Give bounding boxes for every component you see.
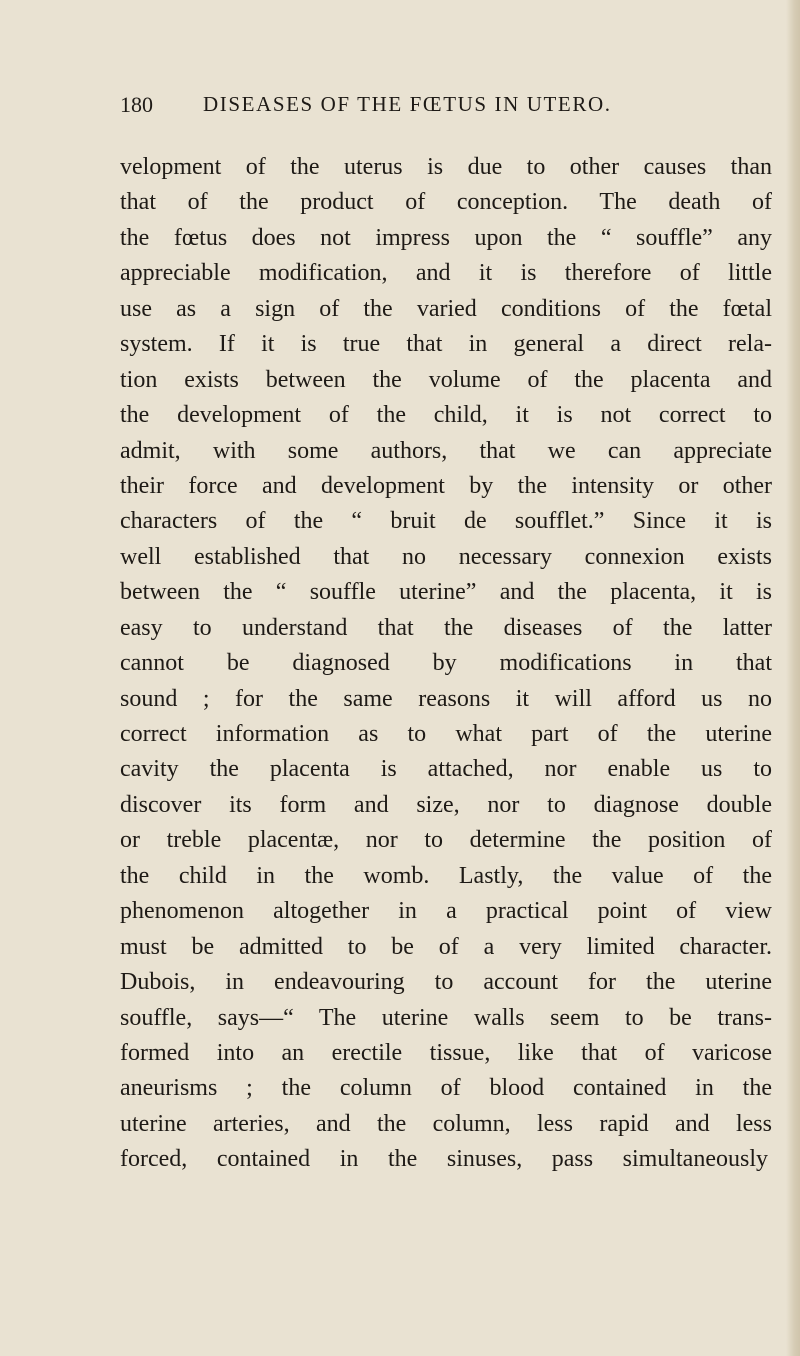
text-line: use as a sign of the varied conditions of the fœtal: [120, 295, 772, 322]
text-line: admit, with some authors, that we can appreciate: [120, 437, 772, 464]
text-line: correct information as to what part of the uterine: [120, 721, 772, 747]
running-title: DISEASES OF THE FŒTUS IN UTERO.: [203, 92, 612, 116]
text-line: appreciable modification, and it is therefore of little: [120, 260, 772, 287]
text-line: aneurisms ; the column of blood contained in the: [120, 1075, 772, 1102]
text-line: the child in the womb. Lastly, the value of the: [120, 862, 772, 889]
text-line: system. If it is true that in general a direct rela-: [120, 331, 772, 358]
text-line: Dubois, in endeavouring to account for the uterine: [120, 969, 772, 996]
text-line: characters of the “ bruit de soufflet.” Since it is: [120, 508, 772, 535]
text-line: phenomenon altogether in a practical point of view: [120, 898, 772, 925]
text-line: formed into an erectile tissue, like that of varicose: [120, 1039, 772, 1066]
text-line: easy to understand that the diseases of the latter: [120, 614, 772, 641]
text-line: cavity the placenta is attached, nor enable us to: [120, 756, 772, 783]
text-line: between the “ souffle uterine” and the placenta, it is: [120, 579, 772, 606]
page-number: 180: [120, 92, 153, 117]
text-line: the fœtus does not impress upon the “ souffle” any: [120, 224, 772, 251]
text-line: the development of the child, it is not correct to: [120, 402, 772, 429]
text-line: well established that no necessary connexion exists: [120, 543, 772, 570]
text-line: cannot be diagnosed by modifications in that: [120, 650, 772, 677]
text-line: discover its form and size, nor to diagnose double: [120, 791, 772, 818]
text-line: souffle, says—“ The uterine walls seem to be trans-: [120, 1004, 772, 1031]
text-line: must be admitted to be of a very limited character.: [120, 933, 772, 960]
text-line: their force and development by the intensity or other: [120, 472, 772, 499]
text-line: uterine arteries, and the column, less rapid and less: [120, 1110, 772, 1137]
text-line: sound ; for the same reasons it will afford us no: [120, 685, 772, 712]
page-edge-shadow: [786, 0, 800, 1356]
text-line: that of the product of conception. The death of: [120, 189, 772, 216]
text-line: or treble placentæ, nor to determine the position of: [120, 827, 772, 854]
body-paragraph: [120, 150, 780, 1178]
text-line: tion exists between the volume of the placenta and: [120, 366, 772, 393]
text-line: velopment of the uterus is due to other causes than: [120, 154, 772, 180]
text-line: forced, contained in the sinuses, pass simultaneously: [120, 1146, 768, 1173]
running-head: [120, 92, 720, 122]
